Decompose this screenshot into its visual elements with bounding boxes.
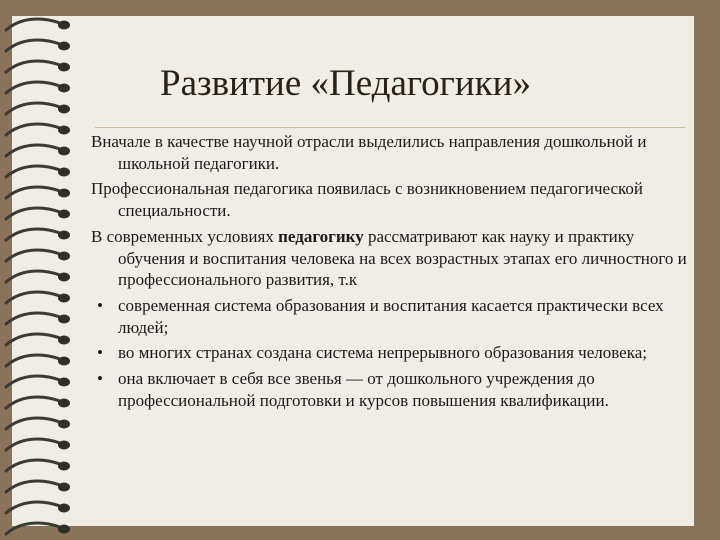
bullet-item-1-text: современная система образования и воспитания касается практически всех людей; [118,295,664,337]
spiral-ring [6,292,60,303]
bullet-dot: • [97,343,103,363]
spiral-ring [6,334,60,345]
spiral-hole [58,504,70,513]
spiral-ring [6,229,60,240]
spiral-ring [6,481,60,492]
bullet-dot: • [97,295,103,315]
spiral-ring [6,523,60,534]
spiral-ring [6,145,60,156]
spiral-ring [6,208,60,219]
title-divider [95,127,685,128]
spiral-hole [58,231,70,240]
paragraph-3-bold-term: педагогику [278,226,364,246]
spiral-ring [6,397,60,408]
spiral-hole [58,21,70,30]
slide-title: Развитие «Педагогики» [160,63,531,104]
bullet-item-3 [91,368,689,411]
spiral-hole [58,294,70,303]
bullet-dot: • [97,369,103,389]
spiral-hole [58,357,70,366]
spiral-ring [6,313,60,324]
spiral-ring [6,40,60,51]
bullet-item-2-text: во многих странах создана система непрерывного образования человека; [118,343,647,363]
spiral-ring [6,166,60,177]
spiral-hole [58,105,70,114]
bullet-item-2 [91,342,689,364]
paragraph-3-end: рассматривают как науку и практику обучения и воспитания человека на всех возрастных этапах его личностного и профессионального развития, т.к [118,226,687,290]
spiral-hole [58,420,70,429]
spiral-ring [6,418,60,429]
spiral-ring [6,82,60,93]
spiral-hole [58,399,70,408]
spiral-ring [6,124,60,135]
spiral-hole [58,147,70,156]
spiral-ring [6,439,60,450]
spiral-binding-icon [0,0,90,540]
spiral-hole [58,63,70,72]
spiral-hole [58,483,70,492]
spiral-hole [58,126,70,135]
spiral-hole [58,42,70,51]
spiral-ring [6,250,60,261]
spiral-hole [58,525,70,534]
spiral-ring [6,187,60,198]
paragraph-3-start: В современных условиях [91,226,279,246]
spiral-ring [6,19,60,30]
spiral-hole [58,189,70,198]
spiral-hole [58,210,70,219]
spiral-hole [58,315,70,324]
paragraph-2: Профессиональная педагогика появилась с возникновением педагогической специальности. [91,179,644,221]
spiral-ring [6,460,60,471]
paragraph-1: Вначале в качестве научной отрасли выделились направления дошкольной и школьной педагогики. [91,132,647,173]
spiral-ring [6,355,60,366]
spiral-ring [6,103,60,114]
bullet-item-1 [91,295,689,338]
spiral-hole [58,378,70,387]
spiral-hole [58,273,70,282]
spiral-ring [6,61,60,72]
spiral-ring [6,376,60,387]
slide-body [91,131,689,415]
spiral-hole [58,84,70,93]
paragraph-3 [91,226,689,291]
spiral-hole [58,441,70,450]
bullet-item-3-text: она включает в себя все звенья — от дошкольного учреждения до профессиональной подготовки и курсов повышения квалификации. [118,369,609,410]
spiral-ring [6,271,60,282]
spiral-ring [6,502,60,513]
spiral-hole [58,462,70,471]
spiral-hole [58,252,70,261]
spiral-hole [58,168,70,177]
spiral-hole [58,336,70,345]
